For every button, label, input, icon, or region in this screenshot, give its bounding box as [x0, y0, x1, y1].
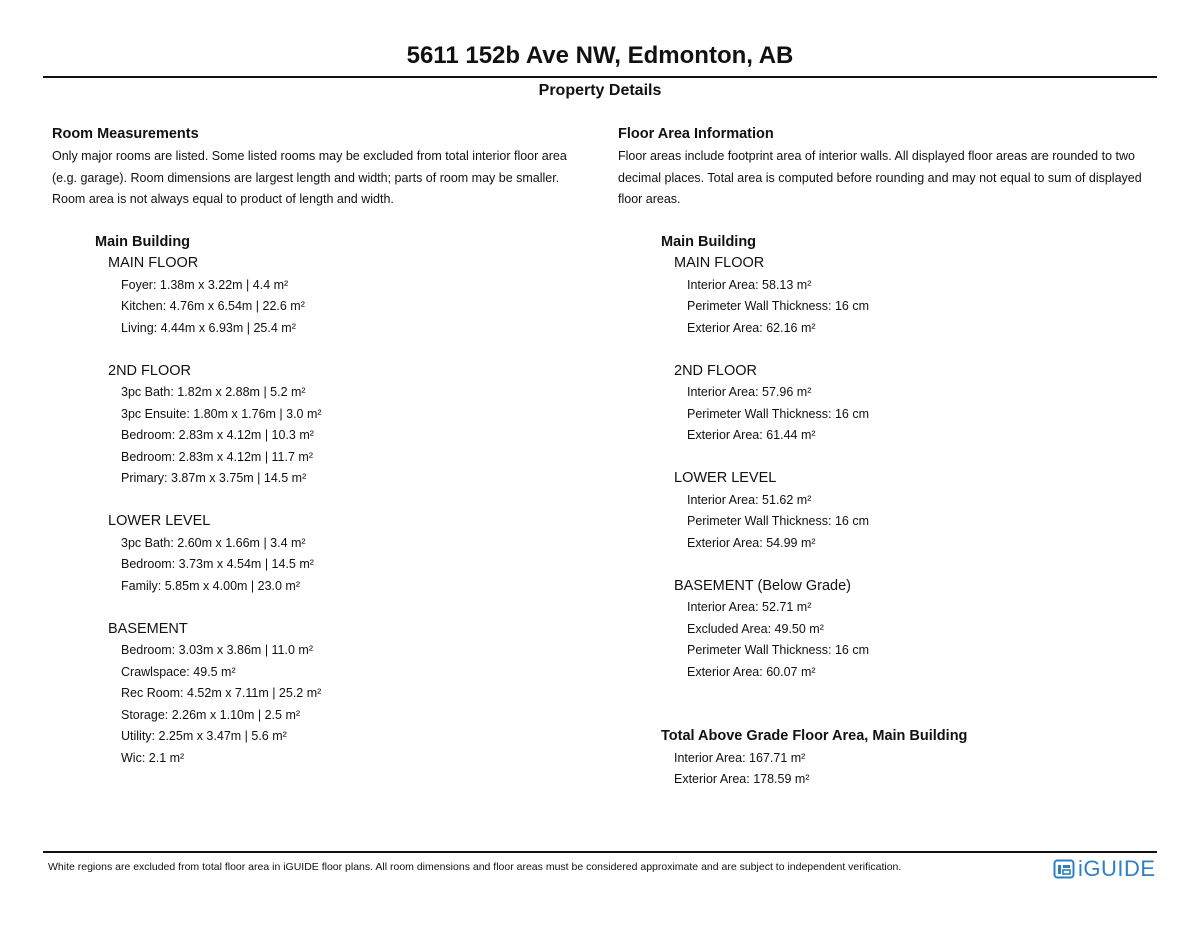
floor-area-section: [618, 124, 1168, 791]
room-row: Utility: 2.25m x 3.47m | 5.6 m²: [121, 729, 287, 743]
room-measurements-building: [95, 232, 592, 770]
room-row: Kitchen: 4.76m x 6.54m | 22.6 m²: [121, 299, 305, 313]
room-measurements-description: Only major rooms are listed. Some listed rooms may be excluded from total interior floor area (e.g. garage). Room dimensions are largest length and width; parts of room may be smaller. Room area is not always equal to product of length and width.: [52, 149, 567, 206]
area-row: Perimeter Wall Thickness: 16 cm: [687, 299, 869, 313]
iguide-logo: [1053, 856, 1156, 882]
building-heading: Main Building: [661, 233, 757, 250]
footer-note: White regions are excluded from total floor area in iGUIDE floor plans. All room dimensions and floor areas must be considered approximate and are subject to independent verification.: [48, 861, 902, 873]
area-row: Perimeter Wall Thickness: 16 cm: [687, 643, 869, 657]
room-row: Rec Room: 4.52m x 7.11m | 25.2 m²: [121, 686, 322, 700]
room-row: 3pc Bath: 1.82m x 2.88m | 5.2 m²: [121, 385, 306, 399]
room-row: 3pc Bath: 2.60m x 1.66m | 3.4 m²: [121, 535, 306, 550]
room-row: Foyer: 1.38m x 3.22m | 4.4 m²: [121, 277, 289, 292]
area-row: Exterior Area: 54.99 m²: [687, 535, 816, 550]
room-row: Bedroom: 3.73m x 4.54m | 14.5 m²: [121, 557, 314, 571]
total-row: Interior Area: 167.71 m²: [674, 750, 806, 765]
room-measurements-section: [52, 124, 592, 769]
floor-name: LOWER LEVEL: [674, 470, 777, 486]
floor-main: [108, 253, 592, 339]
floor-name: BASEMENT (Below Grade): [674, 577, 852, 594]
area-row: Interior Area: 51.62 m²: [687, 492, 812, 507]
floor-name: 2ND FLOOR: [108, 362, 191, 379]
total-heading: Total Above Grade Floor Area, Main Building: [661, 728, 968, 744]
floor-area-description: Floor areas include footprint area of interior walls. All displayed floor areas are rounded to two decimal places. Total area is computed before rounding and may not equal to sum of displayed floor areas.: [618, 149, 1142, 206]
floor-name: MAIN FLOOR: [108, 255, 199, 271]
area-row: Interior Area: 58.13 m²: [687, 277, 812, 292]
iguide-logo-text: iGUIDE: [1078, 856, 1156, 881]
footer-divider: [43, 851, 1157, 853]
room-row: 3pc Ensuite: 1.80m x 1.76m | 3.0 m²: [121, 406, 322, 421]
total-row: Exterior Area: 178.59 m²: [674, 772, 810, 786]
area-row: Exterior Area: 61.44 m²: [687, 428, 816, 442]
building-heading: Main Building: [95, 233, 191, 250]
room-row: Living: 4.44m x 6.93m | 25.4 m²: [121, 320, 296, 335]
floor-lower: [674, 468, 1168, 554]
area-row: Interior Area: 52.71 m²: [687, 600, 812, 614]
iguide-logo-icon: [1053, 858, 1075, 880]
total-above-grade: [661, 726, 1168, 791]
floor-area-building: [661, 232, 1168, 791]
area-row: Interior Area: 57.96 m²: [687, 385, 812, 399]
room-row: Crawlspace: 49.5 m²: [121, 664, 236, 679]
area-row: Exterior Area: 62.16 m²: [687, 320, 816, 335]
floor-name: LOWER LEVEL: [108, 513, 211, 529]
floor-lower: [108, 511, 592, 597]
area-row: Perimeter Wall Thickness: 16 cm: [687, 514, 869, 528]
room-row: Bedroom: 2.83m x 4.12m | 11.7 m²: [121, 449, 313, 464]
room-row: Wic: 2.1 m²: [121, 750, 185, 765]
floor-name: BASEMENT: [108, 620, 188, 637]
room-row: Bedroom: 3.03m x 3.86m | 11.0 m²: [121, 643, 313, 657]
floor-basement: [674, 576, 1168, 684]
floor-basement: [108, 619, 592, 770]
area-row: Exterior Area: 60.07 m²: [687, 664, 816, 679]
area-row: Perimeter Wall Thickness: 16 cm: [687, 406, 869, 421]
room-measurements-heading: Room Measurements: [52, 126, 199, 142]
page-title: 5611 152b Ave NW, Edmonton, AB: [406, 42, 794, 69]
room-row: Family: 5.85m x 4.00m | 23.0 m²: [121, 578, 300, 593]
floor-name: MAIN FLOOR: [674, 255, 765, 271]
room-row: Storage: 2.26m x 1.10m | 2.5 m²: [121, 707, 301, 722]
room-row: Bedroom: 2.83m x 4.12m | 10.3 m²: [121, 428, 314, 442]
floor-2nd: [108, 361, 592, 490]
floor-2nd: [674, 361, 1168, 447]
page-subtitle: Property Details: [538, 82, 662, 99]
area-row: Excluded Area: 49.50 m²: [687, 621, 824, 636]
floor-name: 2ND FLOOR: [674, 362, 757, 379]
title-divider: [43, 76, 1157, 78]
room-row: Primary: 3.87m x 3.75m | 14.5 m²: [121, 471, 307, 485]
floor-main: [674, 253, 1168, 339]
floor-area-heading: Floor Area Information: [618, 126, 774, 142]
